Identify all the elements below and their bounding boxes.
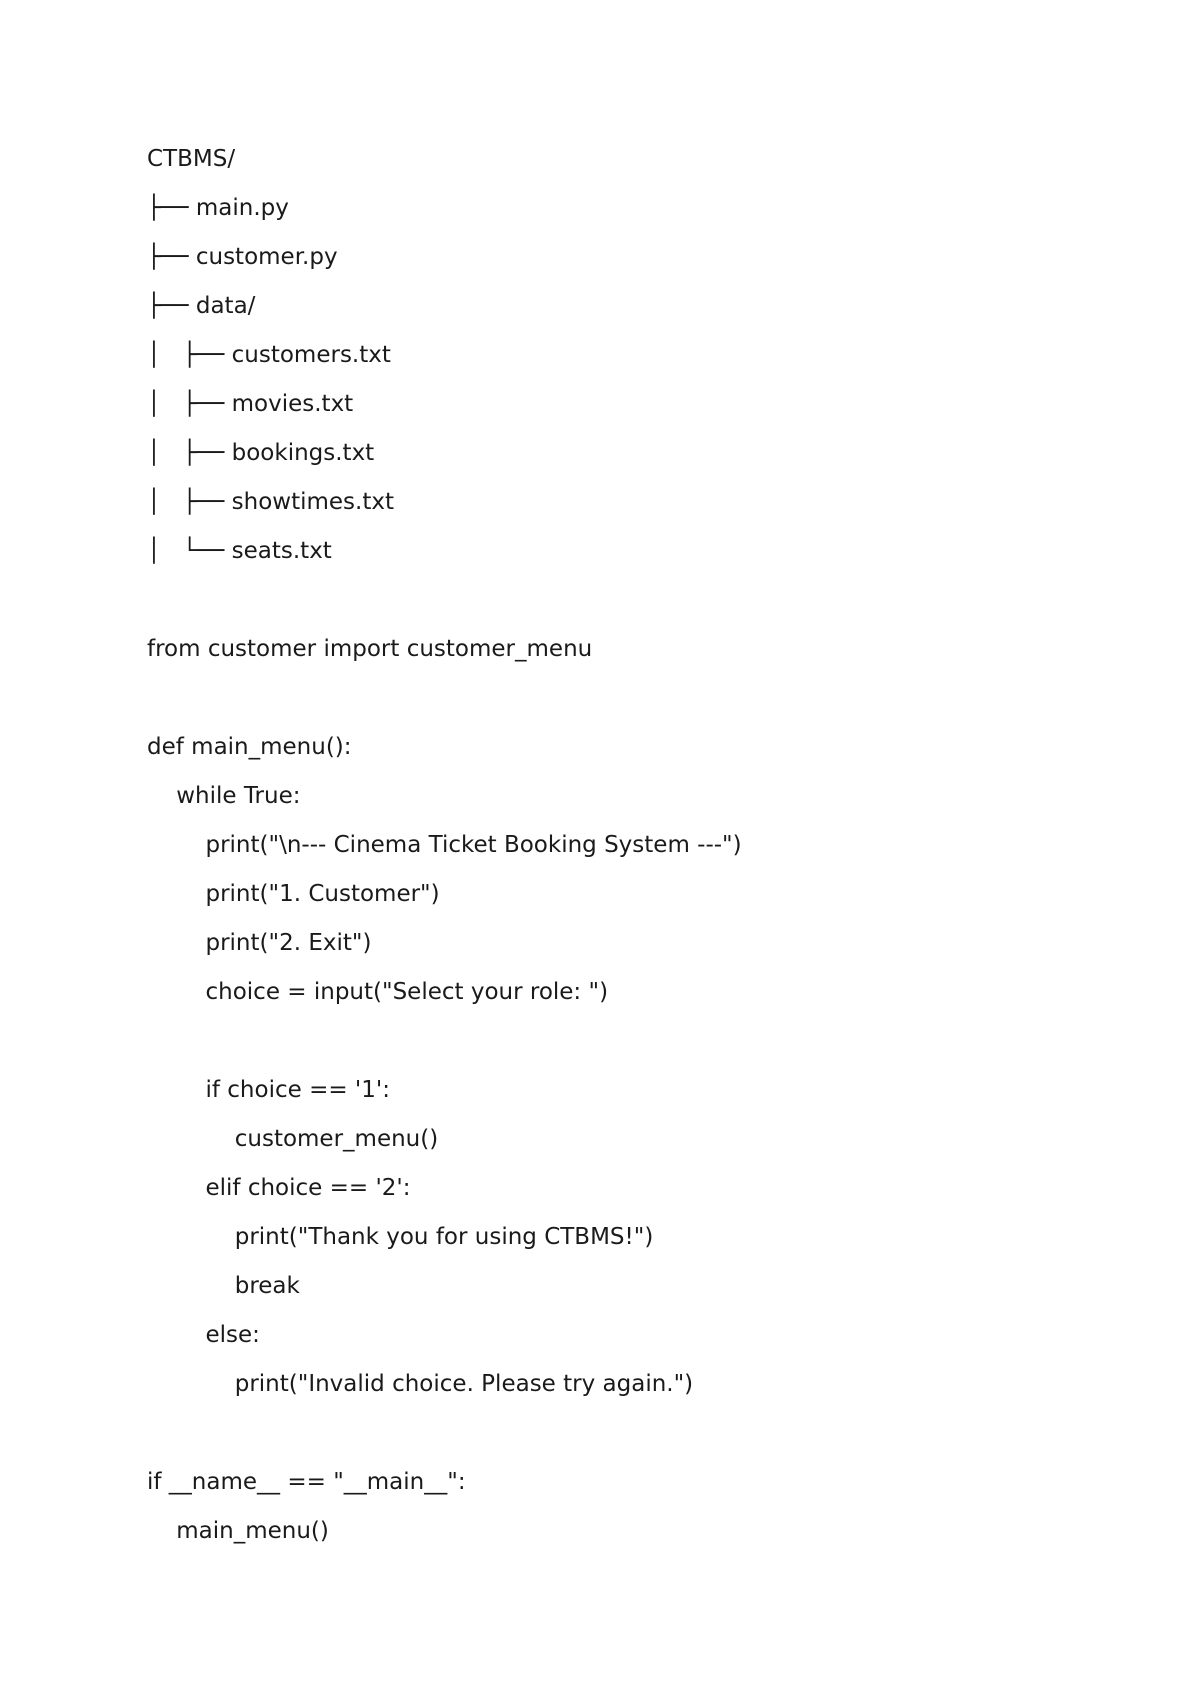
- tree-line-seats-txt: │ └── seats.txt: [147, 538, 332, 564]
- code-line-call-customer-menu: customer_menu(): [147, 1126, 439, 1152]
- code-line-if-name-main: if __name__ == "__main__":: [147, 1469, 466, 1495]
- tree-line-data-dir: ├── data/: [147, 293, 256, 319]
- code-line-def: def main_menu():: [147, 734, 352, 760]
- code-line-print-exit: print("2. Exit"): [147, 930, 372, 956]
- tree-line-bookings-txt: │ ├── bookings.txt: [147, 440, 375, 466]
- code-line-call-main-menu: main_menu(): [147, 1518, 329, 1544]
- code-line-import: from customer import customer_menu: [147, 636, 593, 662]
- tree-line-movies-txt: │ ├── movies.txt: [147, 391, 354, 417]
- tree-line-main-py: ├── main.py: [147, 195, 289, 221]
- tree-line-showtimes-txt: │ ├── showtimes.txt: [147, 489, 394, 515]
- code-line-else: else:: [147, 1322, 260, 1348]
- tree-line-root: CTBMS/: [147, 146, 236, 172]
- code-line-print-title: print("\n--- Cinema Ticket Booking System ---"): [147, 832, 742, 858]
- tree-line-customers-txt: │ ├── customers.txt: [147, 342, 391, 368]
- code-line-input: choice = input("Select your role: "): [147, 979, 609, 1005]
- code-line-print-invalid: print("Invalid choice. Please try again."): [147, 1371, 694, 1397]
- code-line-elif-choice: elif choice == '2':: [147, 1175, 411, 1201]
- code-line-while: while True:: [147, 783, 301, 809]
- code-line-print-thanks: print("Thank you for using CTBMS!"): [147, 1224, 654, 1250]
- code-line-print-customer: print("1. Customer"): [147, 881, 440, 907]
- tree-line-customer-py: ├── customer.py: [147, 244, 338, 270]
- code-line-break: break: [147, 1273, 300, 1299]
- code-line-if-choice: if choice == '1':: [147, 1077, 390, 1103]
